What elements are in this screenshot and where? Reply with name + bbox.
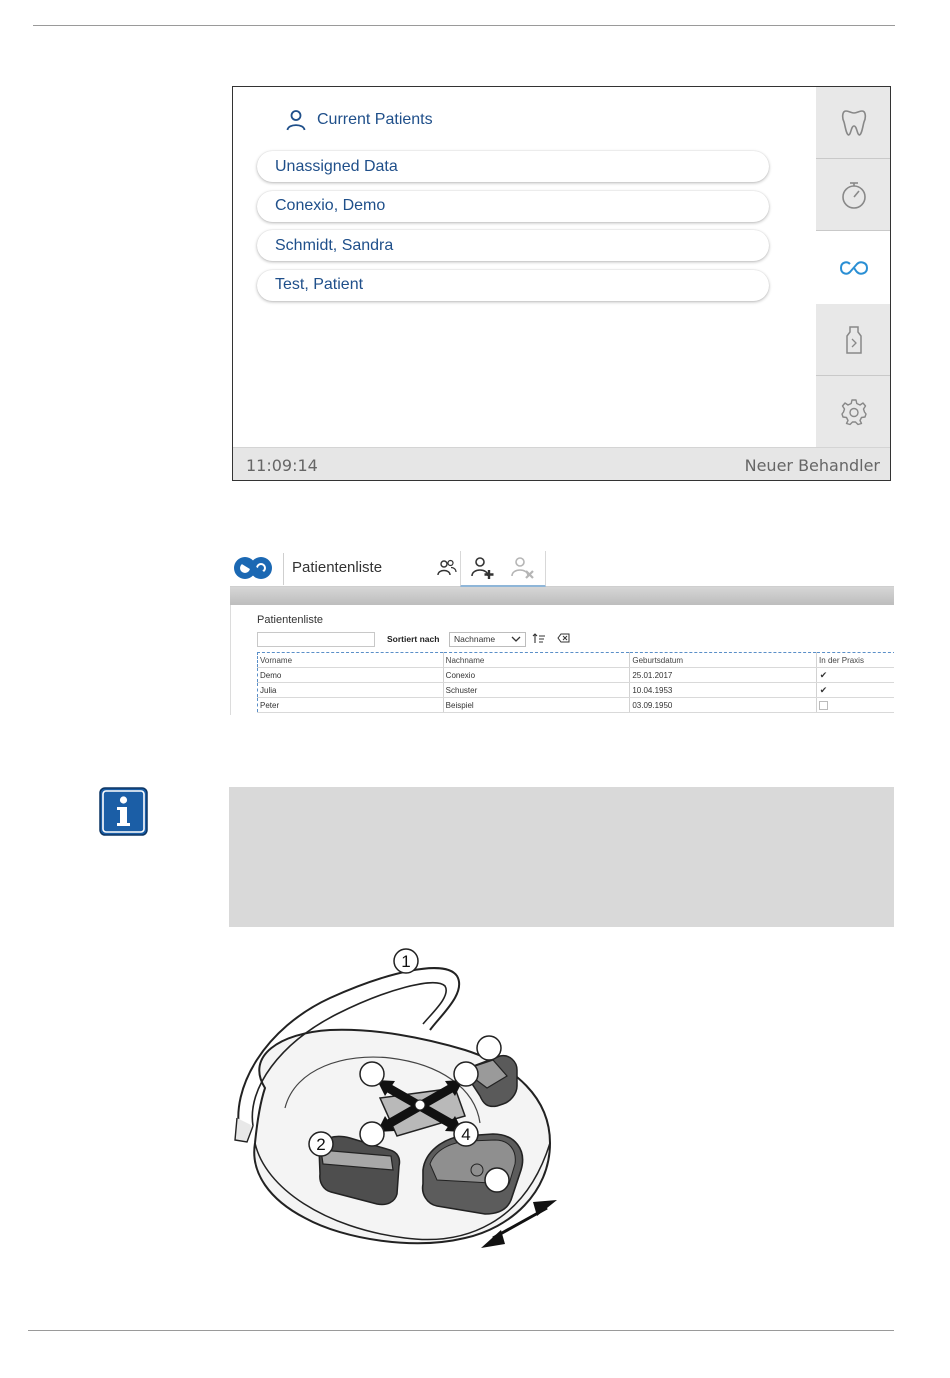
conexio-infinity-icon bbox=[839, 259, 869, 277]
tooth-icon bbox=[841, 108, 867, 138]
callout-4-label: 4 bbox=[461, 1125, 471, 1144]
cell-vorname: Julia bbox=[258, 683, 444, 698]
header-rule bbox=[33, 25, 895, 26]
cell-geburtsdatum: 03.09.1950 bbox=[630, 698, 817, 713]
cell-geburtsdatum: 10.04.1953 bbox=[630, 683, 817, 698]
clock-readout: 11:09:14 bbox=[246, 455, 318, 475]
patients-group-button[interactable] bbox=[432, 553, 462, 583]
patientenliste-content bbox=[230, 605, 894, 715]
current-user[interactable]: Neuer Behandler bbox=[744, 455, 880, 475]
cell-nachname: Beispiel bbox=[443, 698, 630, 713]
patient-table bbox=[257, 652, 894, 713]
cell-vorname: Peter bbox=[258, 698, 444, 713]
cell-in-der-praxis bbox=[817, 698, 894, 713]
patient-item-unassigned-data[interactable]: Unassigned Data bbox=[257, 151, 769, 182]
column-header-vorname[interactable]: Vorname bbox=[258, 653, 444, 668]
info-note-box bbox=[229, 787, 894, 927]
checkbox-unchecked[interactable] bbox=[819, 701, 828, 710]
chevron-down-icon bbox=[511, 635, 521, 643]
add-patient-button[interactable] bbox=[468, 553, 498, 583]
callout-blank bbox=[477, 1036, 501, 1060]
footer-rule bbox=[28, 1330, 894, 1331]
gear-icon bbox=[840, 398, 868, 426]
side-menu bbox=[816, 87, 891, 447]
cell-in-der-praxis bbox=[817, 683, 894, 698]
current-patients-header bbox=[285, 105, 433, 135]
current-patients-panel bbox=[233, 87, 816, 447]
spray-bottle-icon bbox=[843, 325, 865, 355]
foot-control-illustration bbox=[225, 938, 565, 1256]
tab-hygiene[interactable] bbox=[816, 304, 891, 376]
remove-patient-button[interactable] bbox=[508, 553, 538, 583]
add-patient-icon bbox=[471, 556, 495, 580]
column-header-geburtsdatum[interactable]: Geburtsdatum bbox=[630, 653, 817, 668]
cell-in-der-praxis bbox=[817, 668, 894, 683]
current-patients-title: Current Patients bbox=[317, 111, 433, 128]
patientenliste-heading: Patientenliste bbox=[257, 614, 324, 626]
tab-treatment[interactable] bbox=[816, 87, 891, 159]
sort-select-value: Nachname bbox=[454, 634, 496, 644]
checkbox-checked[interactable]: ✔ bbox=[819, 669, 828, 680]
patientenliste-toolbar bbox=[230, 549, 894, 587]
toolbar-title: Patientenliste bbox=[292, 559, 383, 576]
patients-group-icon bbox=[437, 559, 457, 577]
conexio-logo-icon bbox=[232, 554, 274, 582]
table-row[interactable] bbox=[258, 683, 895, 698]
table-header-row bbox=[258, 653, 895, 668]
patient-item-test-patient[interactable]: Test, Patient bbox=[257, 270, 769, 301]
callout-blank bbox=[360, 1122, 384, 1146]
cell-vorname: Demo bbox=[258, 668, 444, 683]
remove-patient-icon bbox=[511, 556, 535, 580]
cell-nachname: Schuster bbox=[443, 683, 630, 698]
person-icon bbox=[285, 109, 307, 131]
table-row[interactable] bbox=[258, 698, 895, 713]
callout-blank bbox=[454, 1062, 478, 1086]
cell-nachname: Conexio bbox=[443, 668, 630, 683]
tab-conexio[interactable] bbox=[816, 231, 891, 304]
current-patients-screen bbox=[232, 86, 891, 481]
status-bar bbox=[233, 447, 891, 481]
checkbox-checked[interactable]: ✔ bbox=[819, 684, 828, 695]
patient-list bbox=[257, 151, 769, 309]
patientenliste-screen bbox=[230, 549, 894, 715]
toolbar-divider bbox=[283, 553, 284, 585]
cell-geburtsdatum: 25.01.2017 bbox=[630, 668, 817, 683]
sort-label: Sortiert nach bbox=[387, 634, 440, 644]
tab-settings[interactable] bbox=[816, 376, 891, 448]
sort-order-icon[interactable] bbox=[532, 633, 546, 644]
tab-timer[interactable] bbox=[816, 159, 891, 231]
table-row[interactable] bbox=[258, 668, 895, 683]
column-header-nachname[interactable]: Nachname bbox=[443, 653, 630, 668]
toolbar-band bbox=[230, 587, 894, 605]
callout-2-label: 2 bbox=[316, 1135, 326, 1154]
patient-item-conexio-demo[interactable]: Conexio, Demo bbox=[257, 191, 769, 222]
column-header-in-der-praxis[interactable]: In der Praxis bbox=[817, 653, 894, 668]
patient-item-schmidt-sandra[interactable]: Schmidt, Sandra bbox=[257, 230, 769, 261]
clear-filter-icon[interactable] bbox=[557, 633, 570, 643]
sort-select[interactable] bbox=[449, 632, 526, 647]
callout-blank bbox=[360, 1062, 384, 1086]
filter-input[interactable] bbox=[257, 632, 375, 647]
info-icon bbox=[99, 787, 148, 836]
callout-blank bbox=[485, 1168, 509, 1192]
stopwatch-icon bbox=[840, 180, 868, 210]
callout-1-label: 1 bbox=[401, 952, 411, 971]
